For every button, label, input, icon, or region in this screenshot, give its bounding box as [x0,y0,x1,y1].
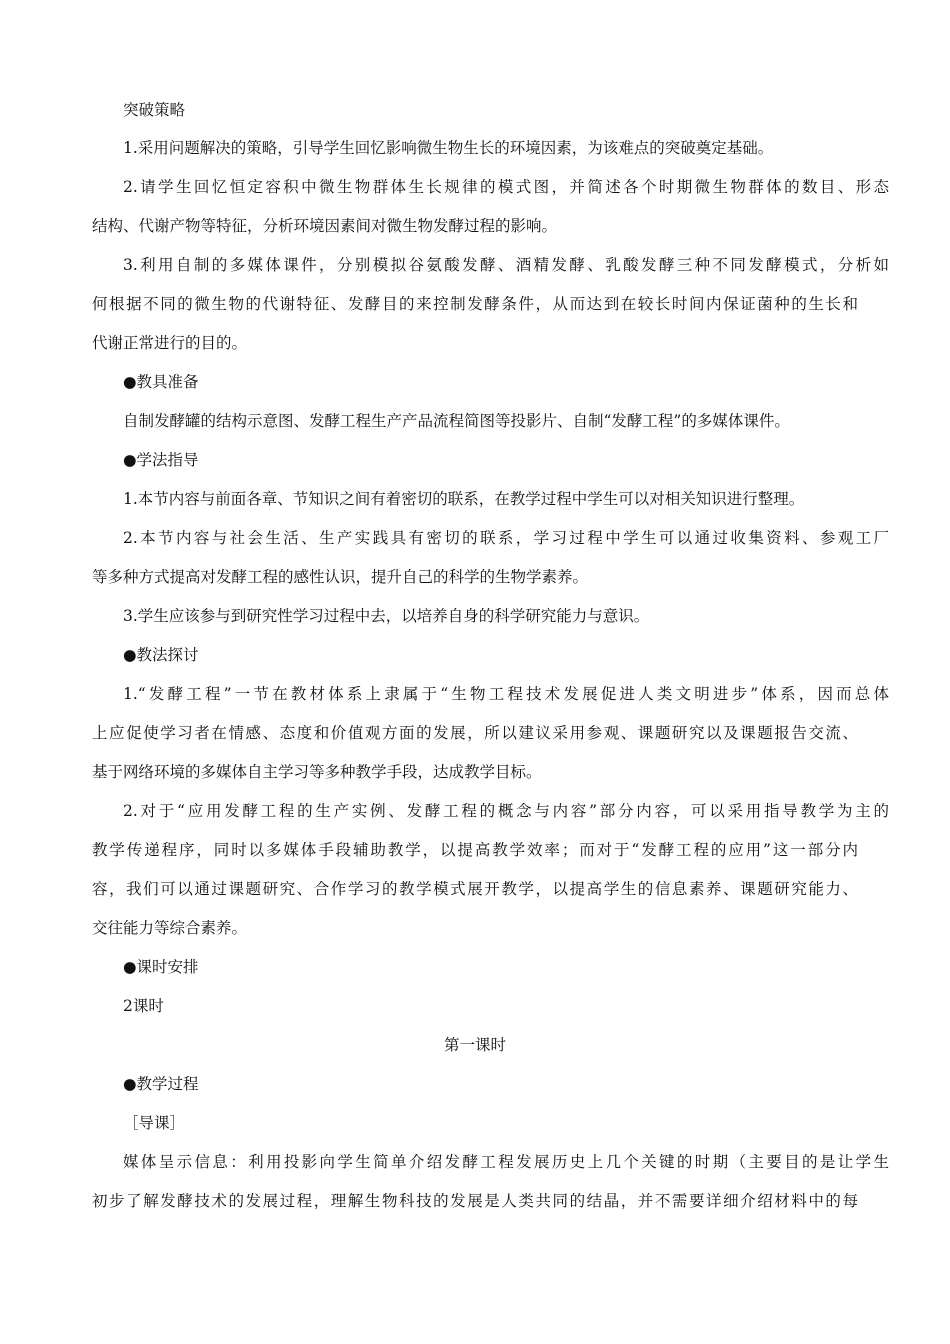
heading-breakthrough-strategy: 突破策略 [123,101,186,119]
paragraph-line: 1.本节内容与前面各章、节知识之间有着密切的联系，在教学过程中学生可以对相关知识进行整理。 [123,490,805,508]
section-heading-class-schedule: ●课时安排 [123,958,199,976]
section-heading-teaching-methods: ●教法探讨 [123,646,199,664]
paragraph-line: 交往能力等综合素养。 [92,919,248,937]
paragraph-line: 上应促使学习者在情感、态度和价值观方面的发展，所以建议采用参观、课题研究以及课题报告交流、 [92,724,858,742]
section-heading-teaching-process: ●教学过程 [123,1075,199,1093]
paragraph-line: 媒体呈示信息：利用投影向学生简单介绍发酵工程发展历史上几个关键的时期（主要目的是让学生 [123,1153,889,1171]
paragraph-line: 初步了解发酵技术的发展过程，理解生物科技的发展是人类共同的结晶，并不需要详细介绍材料中的每 [92,1192,858,1210]
paragraph-line: 自制发酵罐的结构示意图、发酵工程生产产品流程简图等投影片、自制“发酵工程”的多媒体课件。 [123,412,790,430]
paragraph-line: 结构、代谢产物等特征，分析环境因素间对微生物发酵过程的影响。 [92,217,558,235]
paragraph-line: 2.请学生回忆恒定容积中微生物群体生长规律的模式图，并简述各个时期微生物群体的数目、形态 [123,178,889,196]
paragraph-line: 2.对于“应用发酵工程的生产实例、发酵工程的概念与内容”部分内容，可以采用指导教学为主的 [123,802,889,820]
paragraph-line: 2课时 [123,997,164,1015]
section-heading-study-guidance: ●学法指导 [123,451,199,469]
lesson-title: 第一课时 [443,1036,506,1054]
paragraph-line: 1.“发酵工程”一节在教材体系上隶属于“生物工程技术发展促进人类文明进步”体系，因而总体 [123,685,889,703]
subheading-introduction: ［导课］ [123,1114,186,1132]
paragraph-line: 何根据不同的微生物的代谢特征、发酵目的来控制发酵条件，从而达到在较长时间内保证菌种的生长和 [92,295,858,313]
paragraph-line: 代谢正常进行的目的。 [92,334,248,352]
paragraph-line: 基于网络环境的多媒体自主学习等多种教学手段，达成教学目标。 [92,763,542,781]
section-heading-teaching-aids: ●教具准备 [123,373,199,391]
paragraph-line: 3.利用自制的多媒体课件，分别模拟谷氨酸发酵、酒精发酵、乳酸发酵三种不同发酵模式，分析如 [123,256,889,274]
paragraph-line: 容，我们可以通过课题研究、合作学习的教学模式展开教学，以提高学生的信息素养、课题研究能力、 [92,880,858,898]
paragraph-line: 1.采用问题解决的策略，引导学生回忆影响微生物生长的环境因素，为该难点的突破奠定基础。 [123,139,774,157]
paragraph-line: 教学传递程序，同时以多媒体手段辅助教学，以提高教学效率；而对于“发酵工程的应用”这一部分内 [92,841,858,859]
paragraph-line: 等多种方式提高对发酵工程的感性认识，提升自己的科学的生物学素养。 [92,568,589,586]
paragraph-line: 3.学生应该参与到研究性学习过程中去，以培养自身的科学研究能力与意识。 [123,607,650,625]
paragraph-line: 2.本节内容与社会生活、生产实践具有密切的联系，学习过程中学生可以通过收集资料、参观工厂 [123,529,889,547]
